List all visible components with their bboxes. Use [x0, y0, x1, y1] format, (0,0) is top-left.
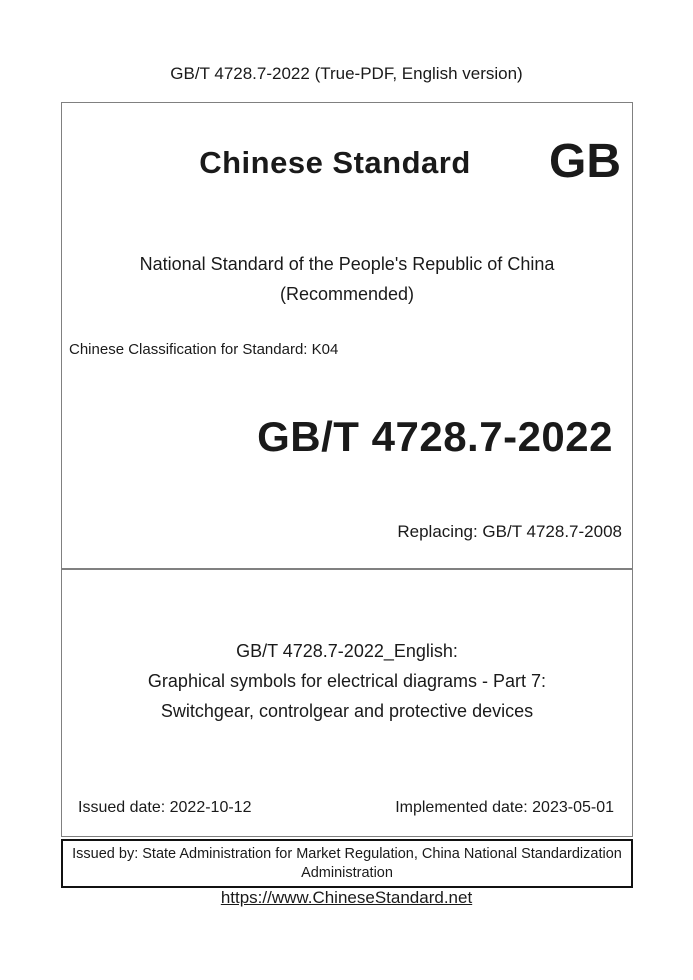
footer-link[interactable]: https://www.ChineseStandard.net [220, 888, 473, 907]
cover-box [61, 102, 633, 837]
issuer-box [61, 839, 633, 888]
recommended-label: (Recommended) [279, 284, 415, 304]
issued-by-line-2: Administration [301, 864, 393, 881]
english-title-line-3: Switchgear, controlgear and protective devices [160, 701, 534, 721]
english-title-line-1: GB/T 4728.7-2022_English: [236, 641, 458, 661]
english-title-line-2: Graphical symbols for electrical diagrams - Part 7: [147, 671, 547, 691]
national-standard-title [62, 249, 632, 309]
gb-logo: GB [549, 135, 621, 188]
page-header-text: GB/T 4728.7-2022 (True-PDF, English version) [170, 64, 523, 83]
standard-code: GB/T 4728.7-2022 [257, 413, 613, 460]
implemented-date-label: Implemented date: 2023-05-01 [395, 799, 614, 816]
dates-row [62, 799, 632, 817]
english-title [62, 636, 632, 726]
issued-date-label: Issued date: 2022-10-12 [78, 799, 252, 816]
national-standard-line: National Standard of the People's Republic of China [139, 254, 555, 274]
replacing-label: Replacing: GB/T 4728.7-2008 [397, 522, 622, 541]
classification-label: Chinese Classification for Standard: K04 [69, 341, 339, 358]
section-divider [62, 568, 632, 570]
issued-by-line-1: Issued by: State Administration for Market Regulation, China National Standardization [72, 845, 622, 862]
brand-title: Chinese Standard [199, 145, 471, 180]
